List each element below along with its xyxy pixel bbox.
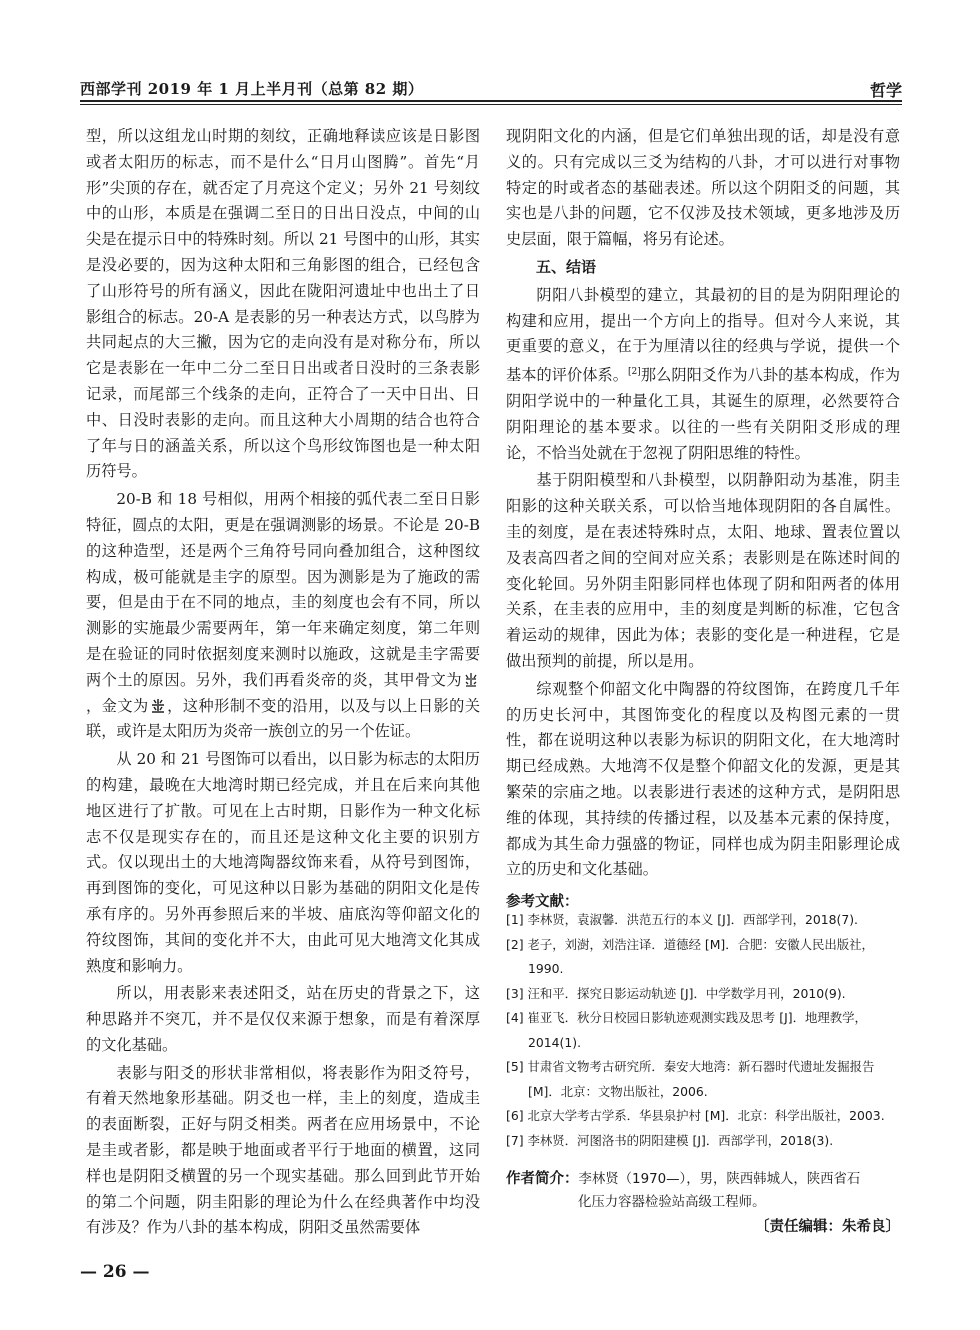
citation-marker: [2] [628,367,641,378]
author-line: 李林贤（1970—），男，陕西韩城人，陕西省石 [578,1172,861,1187]
paragraph-text: ，金文为 [86,696,149,715]
bronze-yan-glyph [150,698,166,714]
paragraph: 型，所以这组龙山时期的刻纹，正确地释读应该是日影图或者太阳历的标志，而不是什么“日月山图腾”。首先“月形”尖顶的存在，就否定了月亮这个定义；另外 21 号刻纹中的山形，本质是在强调二至日的日出日没点，中间的山尖是在提示日中的特殊时刻。所以 21 号图中的山形，其实是没必要的，因为这种太阳和三角影图的组合，已经包含了山形符号的所有涵义，因此在陇阳河遗址中也出土了日影组合的标志。20-A 是表影的另一种表达方式，以鸟脖为共同起点的大三撇，因为它的走向没有是对称分布，所以它是表影在一年中二分二至日日出或者日没时的三条表影记录，而尾部三个线条的走向，正符合了一天中日出、日中、日没时表影的走向。而且这种大小周期的结合也符合了年与日的涵盖关系，所以这个鸟形纹饰图也是一种太阳历符号。 [86,127,480,481]
left-column [86,124,480,1241]
paragraph: 所以，用表影来表述阳爻，站在历史的背景之下，这种思路并不突兀，并不是仅仅来源于想象，而是有着深厚的文化基础。 [86,984,480,1054]
reference-item: [7] 李林贤．河图洛书的阴阳建模 [J]．西部学刊，2018(3). [506,1132,834,1148]
reference-item: [1] 李林贤，袁淑馨．洪范五行的本义 [J]．西部学刊，2018(7). [506,912,858,927]
responsible-editor: 〔责任编辑：朱希良〕 [755,1219,900,1235]
reference-item: [6] 北京大学考古学系．华县泉护村 [M]．北京：科学出版社，2003. [506,1108,885,1123]
paragraph [86,487,480,745]
references-heading: 参考文献： [506,894,579,910]
header-rule-thin [80,104,902,105]
reference-item: [3] 汪和平．探究日影运动轨迹 [J]．中学数学月刊，2010(9). [506,985,846,1001]
author-line: 化压力容器检验站高级工程师。 [578,1195,766,1210]
paragraph-text: 阴阳八卦模型的建立，其最初的目的是为阴阳理论的构建和应用，提出一个方向上的指导。但对今人来说，其更重要的意义，在于为厘清以往的经典与学说，提供一个基本的评价体系。 [506,285,900,385]
paragraph: 现阴阳文化的内涵，但是它们单独出现的话，却是没有意义的。只有完成以三爻为结构的八卦，才可以进行对事物特定的时或者态的基础表述。所以这个阴阳爻的问题，其实也是八卦的问题，它不仅涉及技术领域，更多地涉及历史层面，限于篇幅，将另有论述。 [506,127,900,249]
header-rule [80,100,902,102]
reference-item: [4] 崔亚飞．秋分日校园日影轨迹观测实践及思考 [J]．地理教学，2014(1). [506,1010,867,1050]
author-label: 作者简介： [506,1171,579,1187]
paragraph-text: 20-B 和 18 号相似，用两个相接的弧代表二至日日影特征，圆点的太阳，更是在强调测影的场景。不论是 20-B 的这种造型，还是两个三角符号同向叠加组合，这种图纹构成，极可能就是圭字的原型。因为测影是为了施政的需要，但是由于在不同的地点，圭的刻度也会有不同，所以测影的实施最少需要两年，第一年来确定刻度，第二年则是在验证的同时依据刻度来测时以施政，这就是圭字需要两个土的原因。另外，我们再看炎帝的炎，其甲骨文为 [86,490,480,689]
paragraph: 从 20 和 21 号图饰可以看出，以日影为标志的太阳历的构建，最晚在大地湾时期已经完成，并且在后来向其他地区进行了扩散。可见在上古时期，日影作为一种文化标志不仅是现实存在的，而且还是这种文化主要的识别方式。仅以现出土的大地湾陶器纹饰来看，从符号到图饰，再到图饰的变化，可见这种以日影为基础的阴阳文化是传承有序的。另外再参照后来的半坡、庙底沟等仰韶文化的符纹图饰，其间的变化并不大，由此可见大地湾文化其成熟度和影响力。 [86,750,480,975]
paragraph: 表影与阳爻的形状非常相似，将表影作为阳爻符号，有着天然地象形基础。阴爻也一样，圭上的刻度，造成圭的表面断裂，正好与阴爻相类。两者在应用场景中，不论是圭或者影，都是映于地面或者平行于地面的横置，这同样也是阴阳爻横置的另一个现实基础。那么回到此节开始的第二个问题，阴圭阳影的理论为什么在经典著作中均没有涉及？作为八卦的基本构成，阴阳爻虽然需要体 [86,1063,480,1237]
paragraph-text: ，这种形制不变的沿用，以及与以上日影的关联，或许是太阳历为炎帝一族创立的另一个佐证。 [86,696,481,741]
section-heading: 五、结语 [536,257,597,276]
section-label: 哲学 [869,81,902,100]
page-number: — 26 — [80,1262,150,1282]
oracle-bone-yan-glyph [463,672,479,688]
journal-issue: 西部学刊 2019 年 1 月上半月刊（总第 82 期） [80,80,424,98]
reference-item: [2] 老子，刘澍，刘浩注译．道德经 [M]．合肥：安徽人民出版社，1990. [506,936,874,976]
right-column [506,124,900,883]
paragraph: 综观整个仰韶文化中陶器的符纹图饰，在跨度几千年的历史长河中，其图饰变化的程度以及构图元素的一贯性，都在说明这种以表影为标识的阴阳文化，在大地湾时期已经成熟。大地湾不仅是整个仰韶文化的发源，更是其繁荣的宗庙之地。以表影进行表述的这种方式，是阴阳思维的体现，其持续的传播过程，以及基本元素的保持度，都成为其生命力强盛的物证，同样也成为阴圭阳影理论成立的历史和文化基础。 [506,679,900,879]
running-header [80,78,902,100]
paragraph-text: 那么阴阳爻作为八卦的基本构成，作为阴阳学说中的一种量化工具，其诞生的原理，必然要符合阴阳理论的基本要求。以往的一些有关阴阳爻形成的理论，不恰当处就在于忽视了阴阳思维的特性。 [506,366,900,462]
paragraph: 基于阴阳模型和八卦模型，以阴静阳动为基准，阴圭阳影的这种关联关系，可以恰当地体现阴阳的各自属性。圭的刻度，是在表述特殊时点，太阳、地球、置表位置以及表高四者之间的空间对应关系；表影则是在陈述时间的变化轮回。另外阴圭阳影同样也体现了阴和阳两者的体用关系，在圭表的应用中，圭的刻度是判断的标准，它包含着运动的规律，因此为体；表影的变化是一种进程，它是做出预判的前提，所以是用。 [506,471,900,670]
references-list [506,908,900,1153]
author-bio [506,1168,906,1214]
reference-item: [5] 甘肃省文物考古研究所．秦安大地湾：新石器时代遗址发掘报告 [M]．北京：文物出版社，2006. [506,1059,875,1099]
paragraph [506,283,900,467]
